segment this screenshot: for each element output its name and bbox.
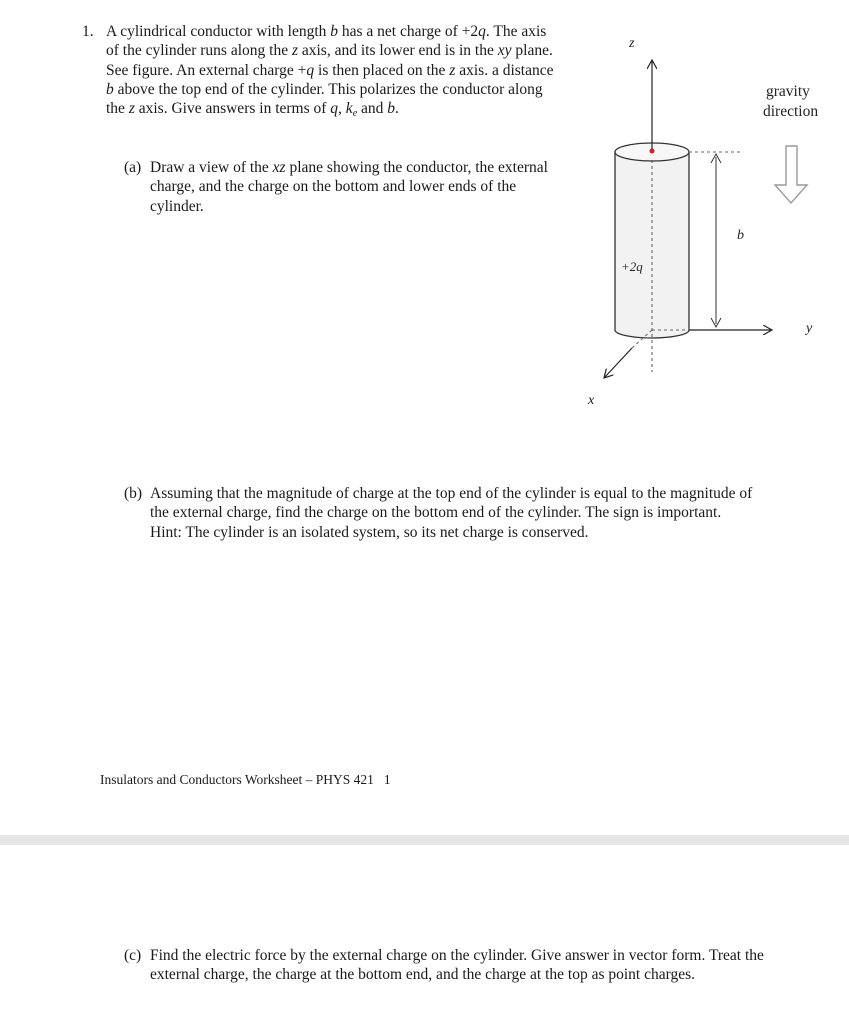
worksheet-page-2 [0,845,849,1024]
page-number: 1 [383,772,391,787]
length-b-label: b [737,228,744,243]
page-separator [0,835,849,845]
y-axis-label: y [806,321,813,336]
cylinder-figure [575,20,849,420]
gravity-arrow-icon [775,146,807,203]
direction-label: direction [763,103,819,120]
gravity-label: gravity [766,83,810,100]
part-b-label: (b) [124,485,143,502]
part-c-text: Find the electric force by the external charge on the cylinder. Give answer in vector form. Treat the external charge, the charge at the bottom end, and the charge at the top as point charges. [150,947,764,984]
net-charge-label: +2q [621,259,643,274]
part-c-label: (c) [124,947,142,964]
problem-number: 1. [82,23,94,40]
part-a [124,158,569,216]
part-a-label: (a) [124,159,142,176]
footer-title: Insulators and Conductors Worksheet – PHYS 421 [100,772,374,787]
part-a-text: Draw a view of the xz plane showing the conductor, the external charge, and the charge on the bottom and lower ends of the cylinder. [150,159,548,215]
part-b [124,484,756,542]
x-axis [604,348,632,378]
x-axis-label: x [588,393,595,408]
part-c [124,946,764,985]
part-b-text: Assuming that the magnitude of charge at the top end of the cylinder is equal to the magnitude of the external charge, find the charge on the bottom end of the cylinder. The sign is important. Hint: The cylinder is an isolated system, so its net charge is conserved. [150,485,753,541]
problem-statement: A cylindrical conductor with length b has a net charge of +2q. The axis of the cylinder runs along the z axis, and its lower end is in the xy plane. See figure. An external charge +q is then placed on the z axis. a distance b above the top end of the cylinder. This polarizes the conductor along the z axis. Give answers in terms of q, $k_e$ and b. [106,23,554,120]
page-footer [100,772,391,788]
z-axis-label: z [629,36,635,51]
external-charge-dot [650,149,655,154]
